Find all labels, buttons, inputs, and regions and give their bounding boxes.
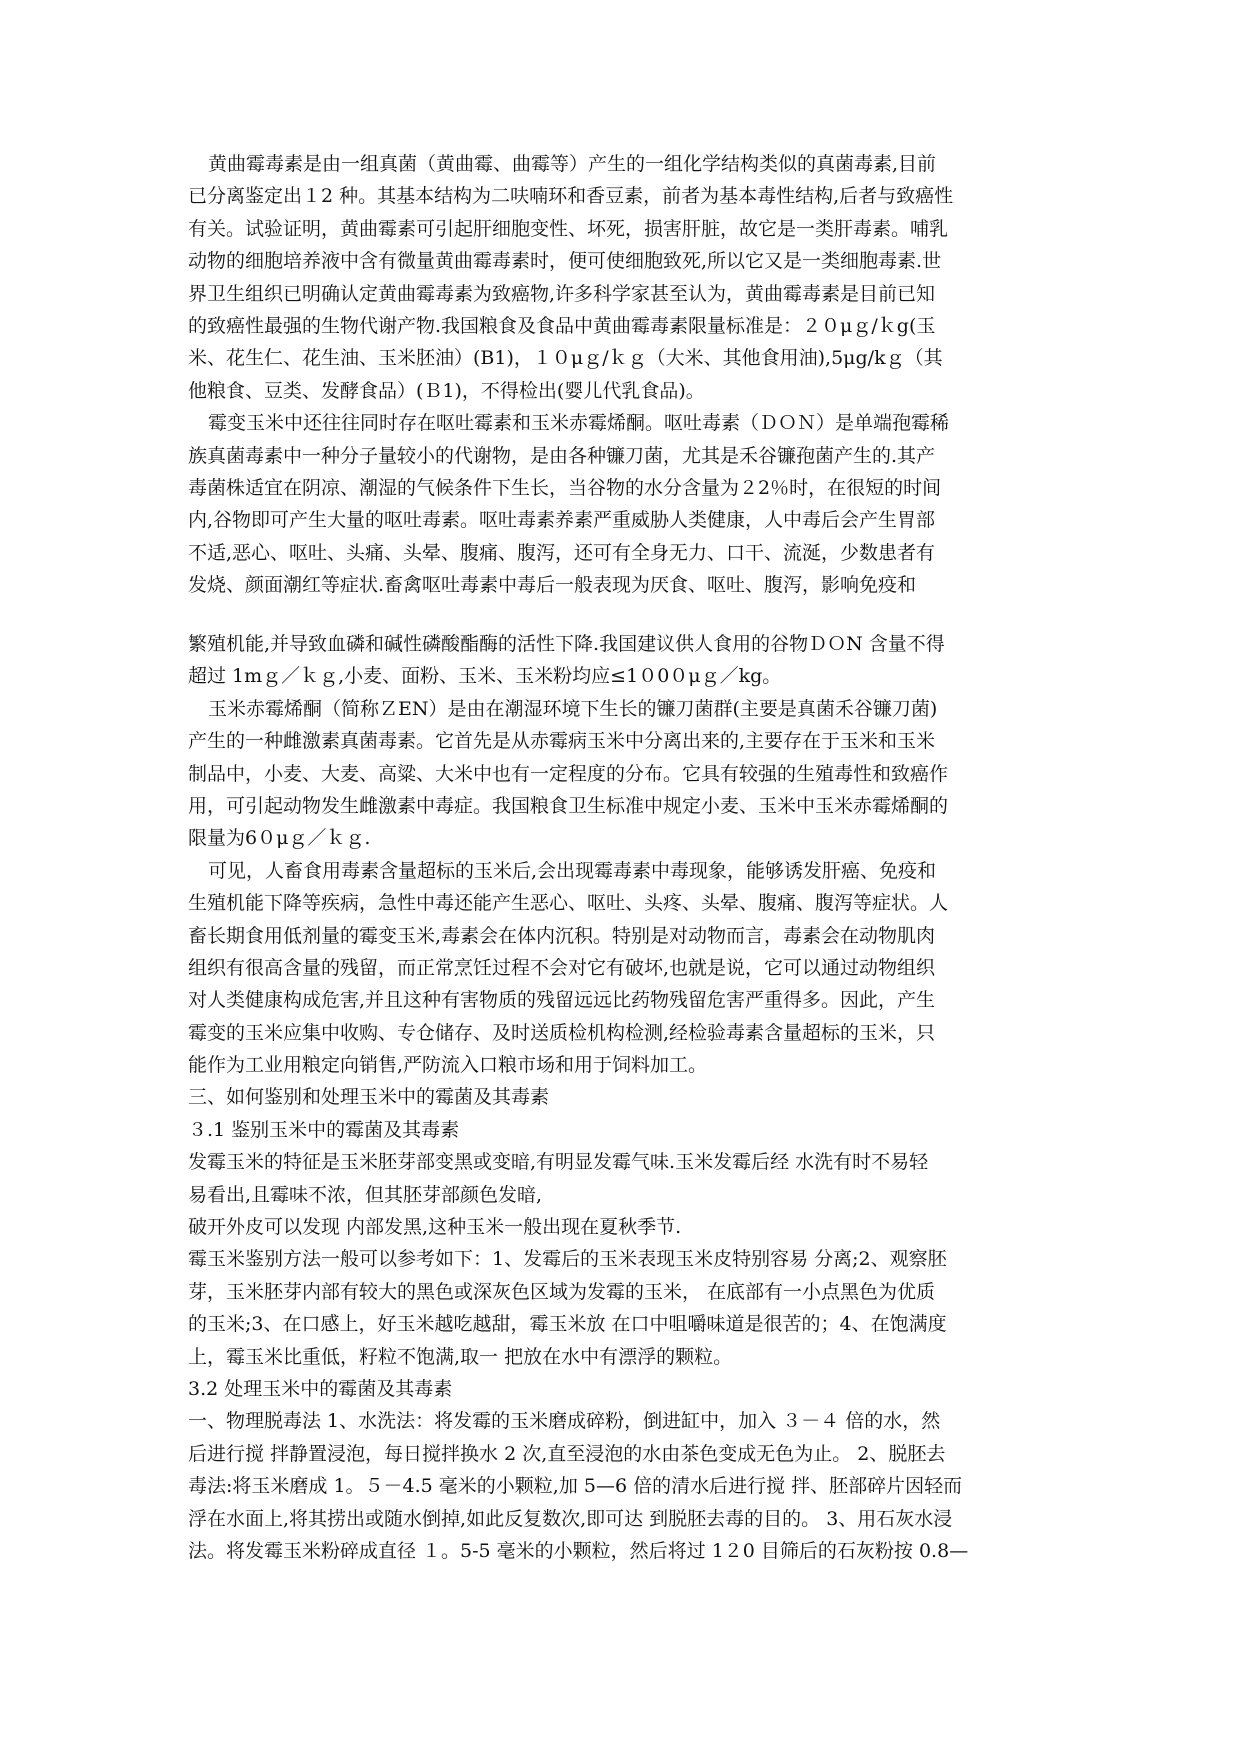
text-line: 发烧、颜面潮红等症状.畜禽呕吐毒素中毒后一般表现为厌食、呕吐、腹泻，影响免疫和 (188, 574, 917, 597)
text-line: 界卫生组织已明确认定黄曲霉毒素为致癌物,许多科学家甚至认为，黄曲霉毒素是目前已知 (188, 282, 936, 305)
text-line: 内,谷物即可产生大量的呕吐毒素。呕吐毒素养素严重威胁人类健康，人中毒后会产生胃部 (188, 509, 936, 532)
text-block-bottom (188, 628, 1054, 1567)
text-line: 产生的一种雌激素真菌毒素。它首先是从赤霉病玉米中分离出来的,主要存在于玉米和玉米 (188, 730, 936, 753)
text-line: 组织有很高含量的残留，而正常烹饪过程不会对它有破坏,也就是说，它可以通过动物组织 (188, 956, 936, 979)
text-line: 霉玉米鉴别方法一般可以参考如下：1、发霉后的玉米表现玉米皮特别容易 分离;2、观察胚 (188, 1248, 947, 1271)
text-line: 3.2 处理玉米中的霉菌及其毒素 (188, 1377, 453, 1400)
text-line: 上，霉玉米比重低，籽粒不饱满,取一 把放在水中有漂浮的颗粒。 (188, 1345, 733, 1368)
text-line: 毒法:将玉米磨成 1。５－4.5 毫米的小颗粒,加 5—6 倍的清水后进行搅 拌、胚部碎片因轻而 (188, 1475, 963, 1498)
text-line: 能作为工业用粮定向销售,严防流入口粮市场和用于饲料加工。 (188, 1054, 708, 1077)
text-line: 畜长期食用低剂量的霉变玉米,毒素会在体内沉积。特别是对动物而言，毒素会在动物肌肉 (188, 924, 936, 947)
text-line: 的致癌性最强的生物代谢产物.我国粮食及食品中黄曲霉毒素限量标准是：２０μｇ/ｋg(玉 (188, 314, 936, 337)
text-line: 的玉米;3、在口感上，好玉米越吃越甜，霉玉米放 在口中咀嚼味道是很苦的；4、在饱满度 (188, 1313, 947, 1336)
text-line: 霉变的玉米应集中收购、专仓储存、及时送质检机构检测,经检验毒素含量超标的玉米，只 (188, 1021, 936, 1044)
text-line: 超过 1mｇ／ｋｇ,小麦、面粉、玉米、玉米粉均应≤1０0０μｇ／kg。 (188, 665, 782, 688)
text-line: 制品中，小麦、大麦、高粱、大米中也有一定程度的分布。它具有较强的生殖毒性和致癌作 (188, 762, 949, 785)
text-line: 已分离鉴定出１2 种。其基本结构为二呋喃环和香豆素，前者为基本毒性结构,后者与致癌性 (188, 185, 954, 208)
text-line: ３.1 鉴别玉米中的霉菌及其毒素 (188, 1118, 460, 1141)
text-line: 动物的细胞培养液中含有微量黄曲霉毒素时，便可使细胞致死,所以它又是一类细胞毒素.世 (188, 250, 942, 273)
text-line: 浮在水面上,将其捞出或随水倒掉,如此反复数次,即可达 到脱胚去毒的目的。 3、用石灰水浸 (188, 1507, 953, 1530)
text-line: 三、如何鉴别和处理玉米中的霉菌及其毒素 (188, 1086, 550, 1109)
text-line: 不适,恶心、呕吐、头痛、头晕、腹痛、腹泻，还可有全身无力、口干、流涎，少数患者有 (188, 541, 936, 564)
text-line: 芽，玉米胚芽内部有较大的黑色或深灰色区域为发霉的玉米， 在底部有一小点黑色为优质 (188, 1280, 936, 1303)
text-line: 玉米赤霉烯酮（简称ＺEN）是由在潮湿环境下生长的镰刀菌群(主要是真菌禾谷镰刀菌) (208, 697, 938, 720)
text-line: 用，可引起动物发生雌激素中毒症。我国粮食卫生标准中规定小麦、玉米中玉米赤霉烯酮的 (188, 794, 949, 817)
text-line: 法。将发霉玉米粉碎成直径 １。5-5 毫米的小颗粒，然后将过 1２0 目筛后的石灰粉按 0.8— (188, 1539, 969, 1562)
text-line: 霉变玉米中还往往同时存在呕吐霉素和玉米赤霉烯酮。呕吐毒素（ＤＯＮ）是单端孢霉稀 (208, 412, 950, 435)
text-line: 破开外皮可以发现 内部发黑,这种玉米一般出现在夏秋季节. (188, 1216, 682, 1239)
text-line: 族真菌毒素中一种分子量较小的代谢物，是由各种镰刀菌，尤其是禾谷镰孢菌产生的.其产 (188, 444, 936, 467)
text-line: 米、花生仁、花生油、玉米胚油）(B1)，１０μｇ/ｋｇ（大米、其他食用油),5μg/kｇ（其 (188, 347, 943, 370)
text-line: 可见，人畜食用毒素含量超标的玉米后,会出现霉毒素中毒现象，能够诱发肝癌、免疫和 (208, 859, 937, 882)
text-line: 对人类健康构成危害,并且这种有害物质的残留远远比药物残留危害严重得多。因此，产生 (188, 989, 936, 1012)
text-line: 一、物理脱毒法 1、水洗法：将发霉的玉米磨成碎粉，倒进缸中，加入 ３－４ 倍的水，然 (188, 1410, 941, 1433)
text-line: 毒菌株适宜在阴凉、潮湿的气候条件下生长，当谷物的水分含量为２2％时，在很短的时间 (188, 476, 942, 499)
text-block-top (188, 148, 1054, 601)
text-line: 易看出,且霉味不浓，但其胚芽部颜色发暗, (188, 1183, 543, 1206)
text-line: 他粮食、豆类、发酵食品）(Ｂ1)，不得检出(婴儿代乳食品)。 (188, 379, 705, 402)
text-line: 黄曲霉毒素是由一组真菌（黄曲霉、曲霉等）产生的一组化学结构类似的真菌毒素,目前 (208, 153, 937, 175)
text-line: 有关。试验证明，黄曲霉素可引起肝细胞变性、坏死，损害肝脏，故它是一类肝毒素。哺乳 (188, 217, 949, 240)
text-line: 限量为6０μｇ／ｋｇ. (188, 827, 371, 850)
text-line: 后进行搅 拌静置浸泡，每日搅拌换水 2 次,直至浸泡的水由茶色变成无色为止。 2、脱胚去 (188, 1442, 946, 1465)
text-line: 生殖机能下降等疾病，急性中毒还能产生恶心、呕吐、头疼、头晕、腹痛、腹泻等症状。人 (188, 892, 949, 915)
text-line: 发霉玉米的特征是玉米胚芽部变黑或变暗,有明显发霉气味.玉米发霉后经 水洗有时不易轻 (188, 1151, 929, 1174)
text-line: 繁殖机能,并导致血磷和碱性磷酸酯酶的活性下降.我国建议供人食用的谷物ＤＯN 含量不得 (188, 633, 945, 655)
